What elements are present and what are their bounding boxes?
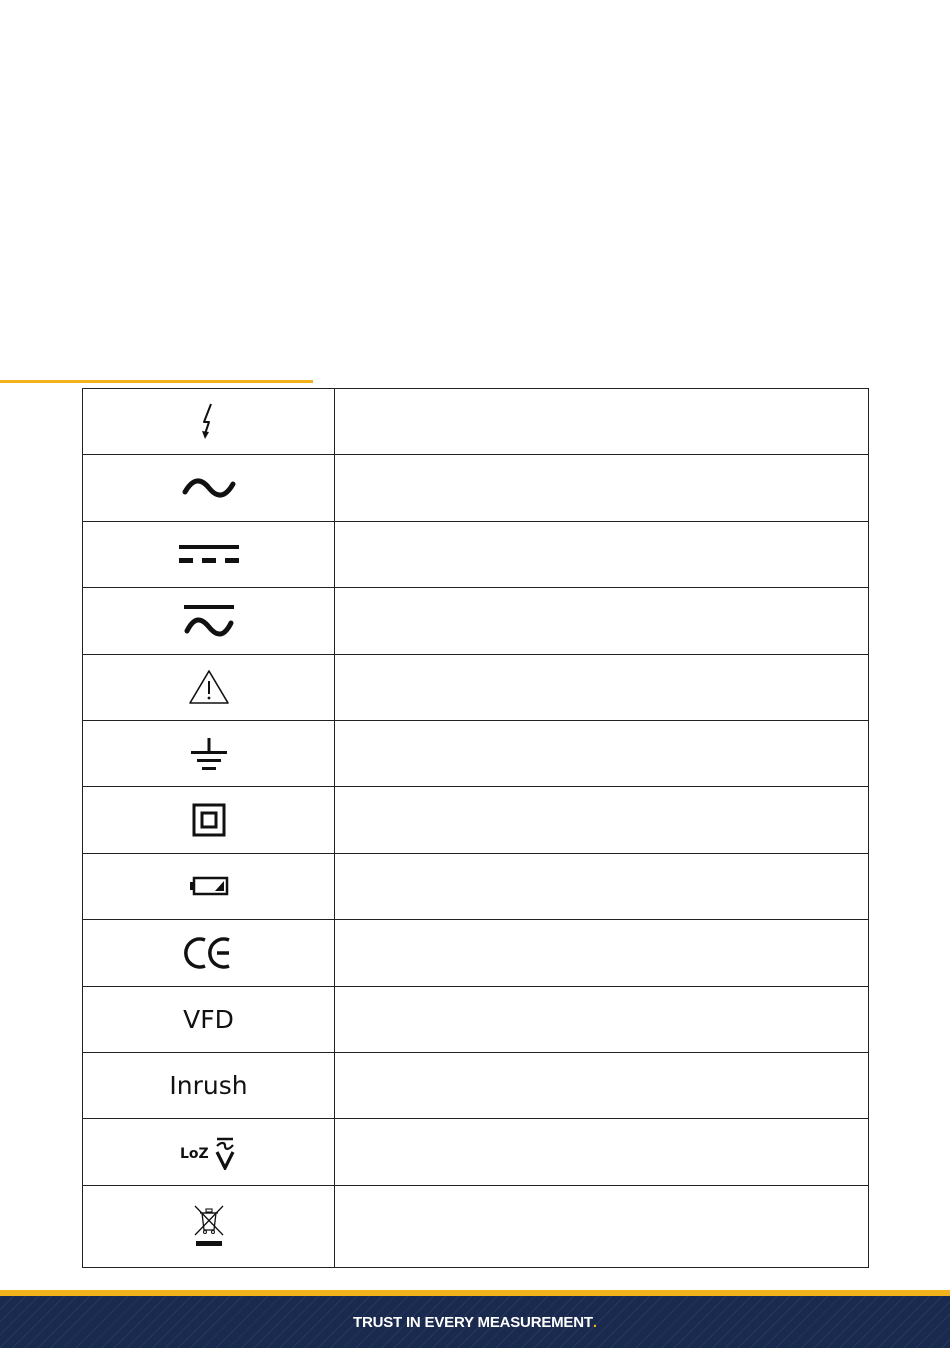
description-cell [335,455,869,521]
vfd-label: VFD [183,1004,234,1034]
table-row [83,986,869,1052]
symbol-cell [83,1052,335,1118]
description-cell [335,521,869,587]
symbol-cell [83,588,335,654]
ground-icon [189,736,229,772]
description-cell [335,720,869,786]
table-row [83,853,869,919]
lightning-bolt-icon [199,402,219,442]
loz-label: LoZ [179,1145,209,1162]
accent-rule [0,380,313,383]
table-row [83,720,869,786]
weee-bin-icon [192,1202,226,1250]
ac-wave-icon [181,476,237,500]
symbol-cell [83,654,335,720]
symbol-table [82,388,869,1268]
table-row [83,920,869,986]
double-insulation-icon [192,803,226,837]
description-cell [335,853,869,919]
symbol-cell [83,853,335,919]
symbol-cell [83,389,335,455]
description-cell [335,920,869,986]
footer-tagline-dot: . [592,1313,597,1331]
dc-dashes-icon [177,543,241,565]
description-cell [335,1119,869,1185]
warning-triangle-icon [188,669,230,705]
description-cell [335,787,869,853]
symbol-cell [83,455,335,521]
symbol-cell [83,986,335,1052]
table-row [83,1119,869,1185]
description-cell [335,1185,869,1267]
description-cell [335,588,869,654]
table-row [83,588,869,654]
table-row [83,787,869,853]
table-row [83,455,869,521]
low-battery-icon [189,876,229,896]
inrush-label: Inrush [169,1071,248,1101]
symbol-cell [83,1185,335,1267]
symbol-cell [83,920,335,986]
table-row [83,521,869,587]
table-row [83,1185,869,1267]
footer-tagline: TRUST IN EVERY MEASUREMENT [353,1313,593,1331]
symbol-cell [83,720,335,786]
table-row [83,1052,869,1118]
footer-bar [0,1296,950,1348]
table-row [83,654,869,720]
table-row [83,389,869,455]
description-cell [335,1052,869,1118]
description-cell [335,654,869,720]
description-cell [335,389,869,455]
symbol-cell [83,521,335,587]
description-cell [335,986,869,1052]
loz-icon [180,1134,238,1170]
ac-dc-icon [181,603,237,639]
ce-mark-icon [184,935,234,971]
symbol-cell [83,1119,335,1185]
symbol-cell [83,787,335,853]
